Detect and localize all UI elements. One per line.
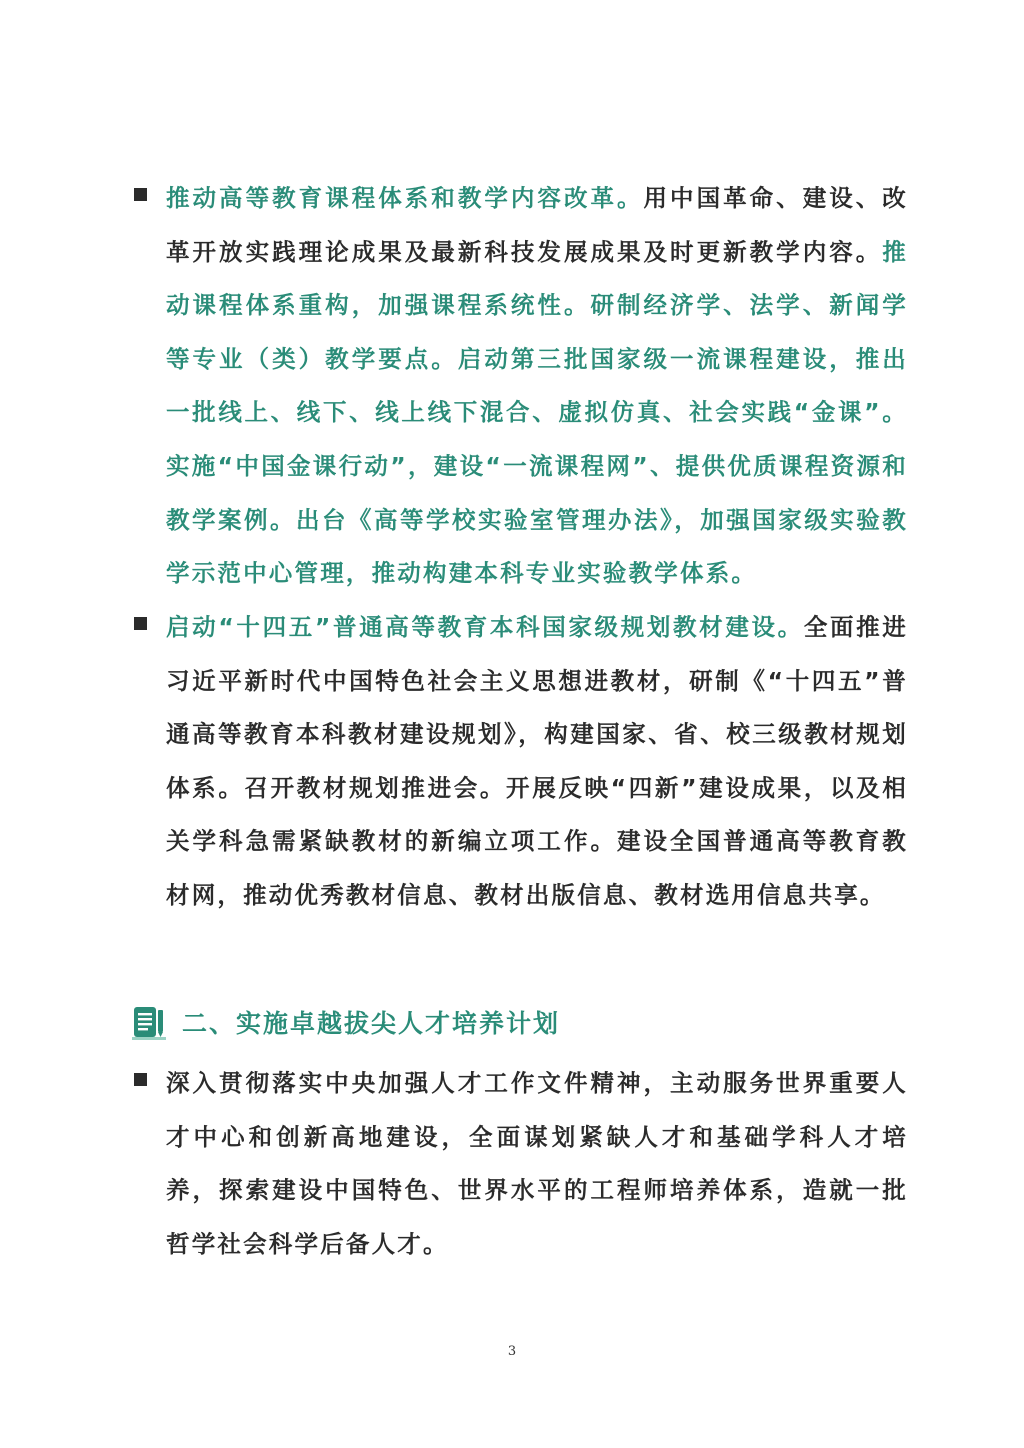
- bullet-square-icon: [134, 617, 147, 630]
- bullet-square-icon: [134, 188, 147, 201]
- highlight-text: 推动课程体系重构，加强课程系统性。研制经济学、法学、新闻学等专业（类）教学要点。启动第三批国家级一流课程建设，推出一批线上、线下、线上线下混合、虚拟仿真、社会实践“金课”。实施“中国金课行动”，建设“一流课程网”、提供优质课程资源和教学案例。出台《高等学校实验室管理办法》，加强国家级实验教学示范中心管理，推动构建本科专业实验教学体系。: [166, 237, 908, 588]
- body-text: 深入贯彻落实中央加强人才工作文件精神，主动服务世界重要人才中心和创新高地建设，全面谋划紧缺人才和基础学科人才培养，探索建设中国特色、世界水平的工程师培养体系，造就一批哲学社会科学后备人才。: [166, 1069, 908, 1258]
- bullet-square-icon: [134, 1073, 147, 1086]
- body-text: 全面推进习近平新时代中国特色社会主义思想进教材，研制《“十四五”普通高等教育本科教材建设规划》，构建国家、省、校三级教材规划体系。召开教材规划推进会。开展反映“四新”建设成果，以及相关学科急需紧缺教材的新编立项工作。建设全国普通高等教育教材网，推动优秀教材信息、教材出版信息、教材选用信息共享。: [166, 613, 908, 909]
- bullet-item-textbook-planning: [128, 601, 908, 923]
- body-text: 用中国革命、建设、改革开放实践理论成果及最新科技发展成果及时更新教学内容。: [166, 184, 908, 266]
- bullet-item-talent-training: [128, 1057, 908, 1271]
- section-heading: [132, 1000, 560, 1044]
- page-number: 3: [507, 1344, 517, 1359]
- section-title: 二、实施卓越拔尖人才培养计划: [182, 1009, 561, 1038]
- bullet-paragraph: [166, 601, 908, 923]
- bullet-item-course-reform: [128, 172, 908, 601]
- document-list-icon: [132, 1004, 166, 1040]
- bullet-paragraph: [166, 1057, 908, 1271]
- highlight-text: 启动“十四五”普通高等教育本科国家级规划教材建设。: [166, 613, 804, 641]
- highlight-text: 推动高等教育课程体系和教学内容改革。: [166, 184, 644, 212]
- bullet-paragraph: [166, 172, 908, 601]
